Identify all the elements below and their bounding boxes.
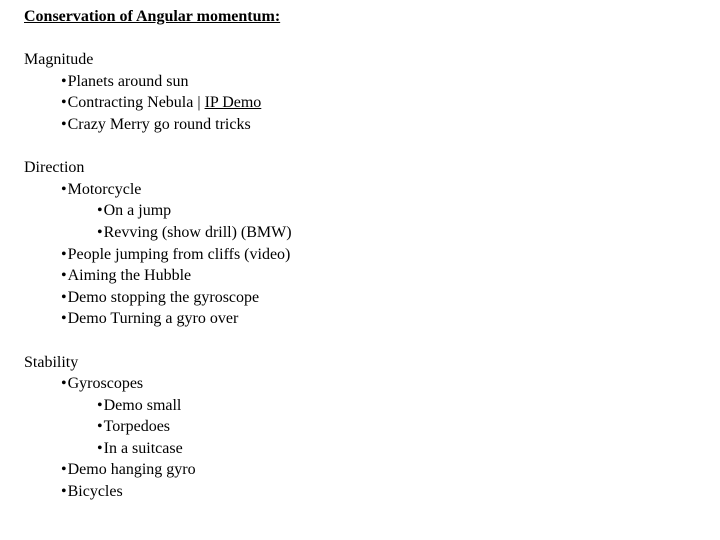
section-heading: Direction (24, 159, 85, 177)
sub-list-item (24, 222, 704, 244)
bullet: • (61, 267, 67, 285)
section-magnitude (24, 49, 704, 135)
list-item-text: Bicycles (67, 483, 123, 501)
section-heading: Magnitude (24, 51, 94, 69)
list-item (24, 459, 704, 481)
list-item (24, 265, 704, 287)
list-item (24, 244, 704, 266)
bullet: • (61, 115, 67, 133)
bullet: • (61, 245, 67, 263)
list-item-text: Aiming the Hubble (67, 267, 192, 285)
sub-list-item (24, 416, 704, 438)
bullet: • (61, 375, 67, 393)
bullet: • (97, 439, 103, 457)
list-item (24, 179, 704, 201)
ip-demo-link[interactable]: IP Demo (204, 94, 262, 112)
list-item (24, 481, 704, 503)
sub-list-item (24, 438, 704, 460)
list-item-text: Crazy Merry go round tricks (67, 115, 251, 133)
list-item-text: Contracting Nebula | (67, 94, 205, 112)
list-item (24, 373, 704, 395)
bullet: • (61, 94, 67, 112)
sub-list-item-text: On a jump (103, 202, 172, 220)
list-item (24, 71, 704, 93)
bullet: • (97, 418, 103, 436)
bullet: • (61, 483, 67, 501)
list-item (24, 287, 704, 309)
sub-list-item-text: Revving (show drill) (BMW) (103, 223, 292, 241)
list-item-text: People jumping from cliffs (video) (67, 245, 291, 263)
bullet: • (97, 396, 103, 414)
sub-list-item-text: In a suitcase (103, 439, 183, 457)
section-stability (24, 352, 704, 503)
bullet: • (97, 202, 103, 220)
sub-list-item-text: Torpedoes (103, 418, 171, 436)
bullet: • (61, 180, 67, 198)
sub-list-item (24, 395, 704, 417)
sub-list-item-text: Demo small (103, 396, 182, 414)
section-direction (24, 157, 704, 330)
list-item-text: Planets around sun (67, 72, 189, 90)
list-item-text: Demo hanging gyro (67, 461, 196, 479)
list-item (24, 114, 704, 136)
list-item-text: Demo stopping the gyroscope (67, 288, 260, 306)
list-item-text: Gyroscopes (67, 375, 144, 393)
sub-list-item (24, 200, 704, 222)
bullet: • (61, 72, 67, 90)
list-item-text: Motorcycle (67, 180, 142, 198)
slide-content (24, 6, 704, 503)
bullet: • (61, 288, 67, 306)
list-item (24, 92, 704, 114)
bullet: • (61, 461, 67, 479)
bullet: • (61, 310, 67, 328)
slide-title: Conservation of Angular momentum: (24, 8, 281, 25)
list-item (24, 308, 704, 330)
list-item-text: Demo Turning a gyro over (67, 310, 239, 328)
section-heading: Stability (24, 353, 79, 371)
bullet: • (97, 223, 103, 241)
